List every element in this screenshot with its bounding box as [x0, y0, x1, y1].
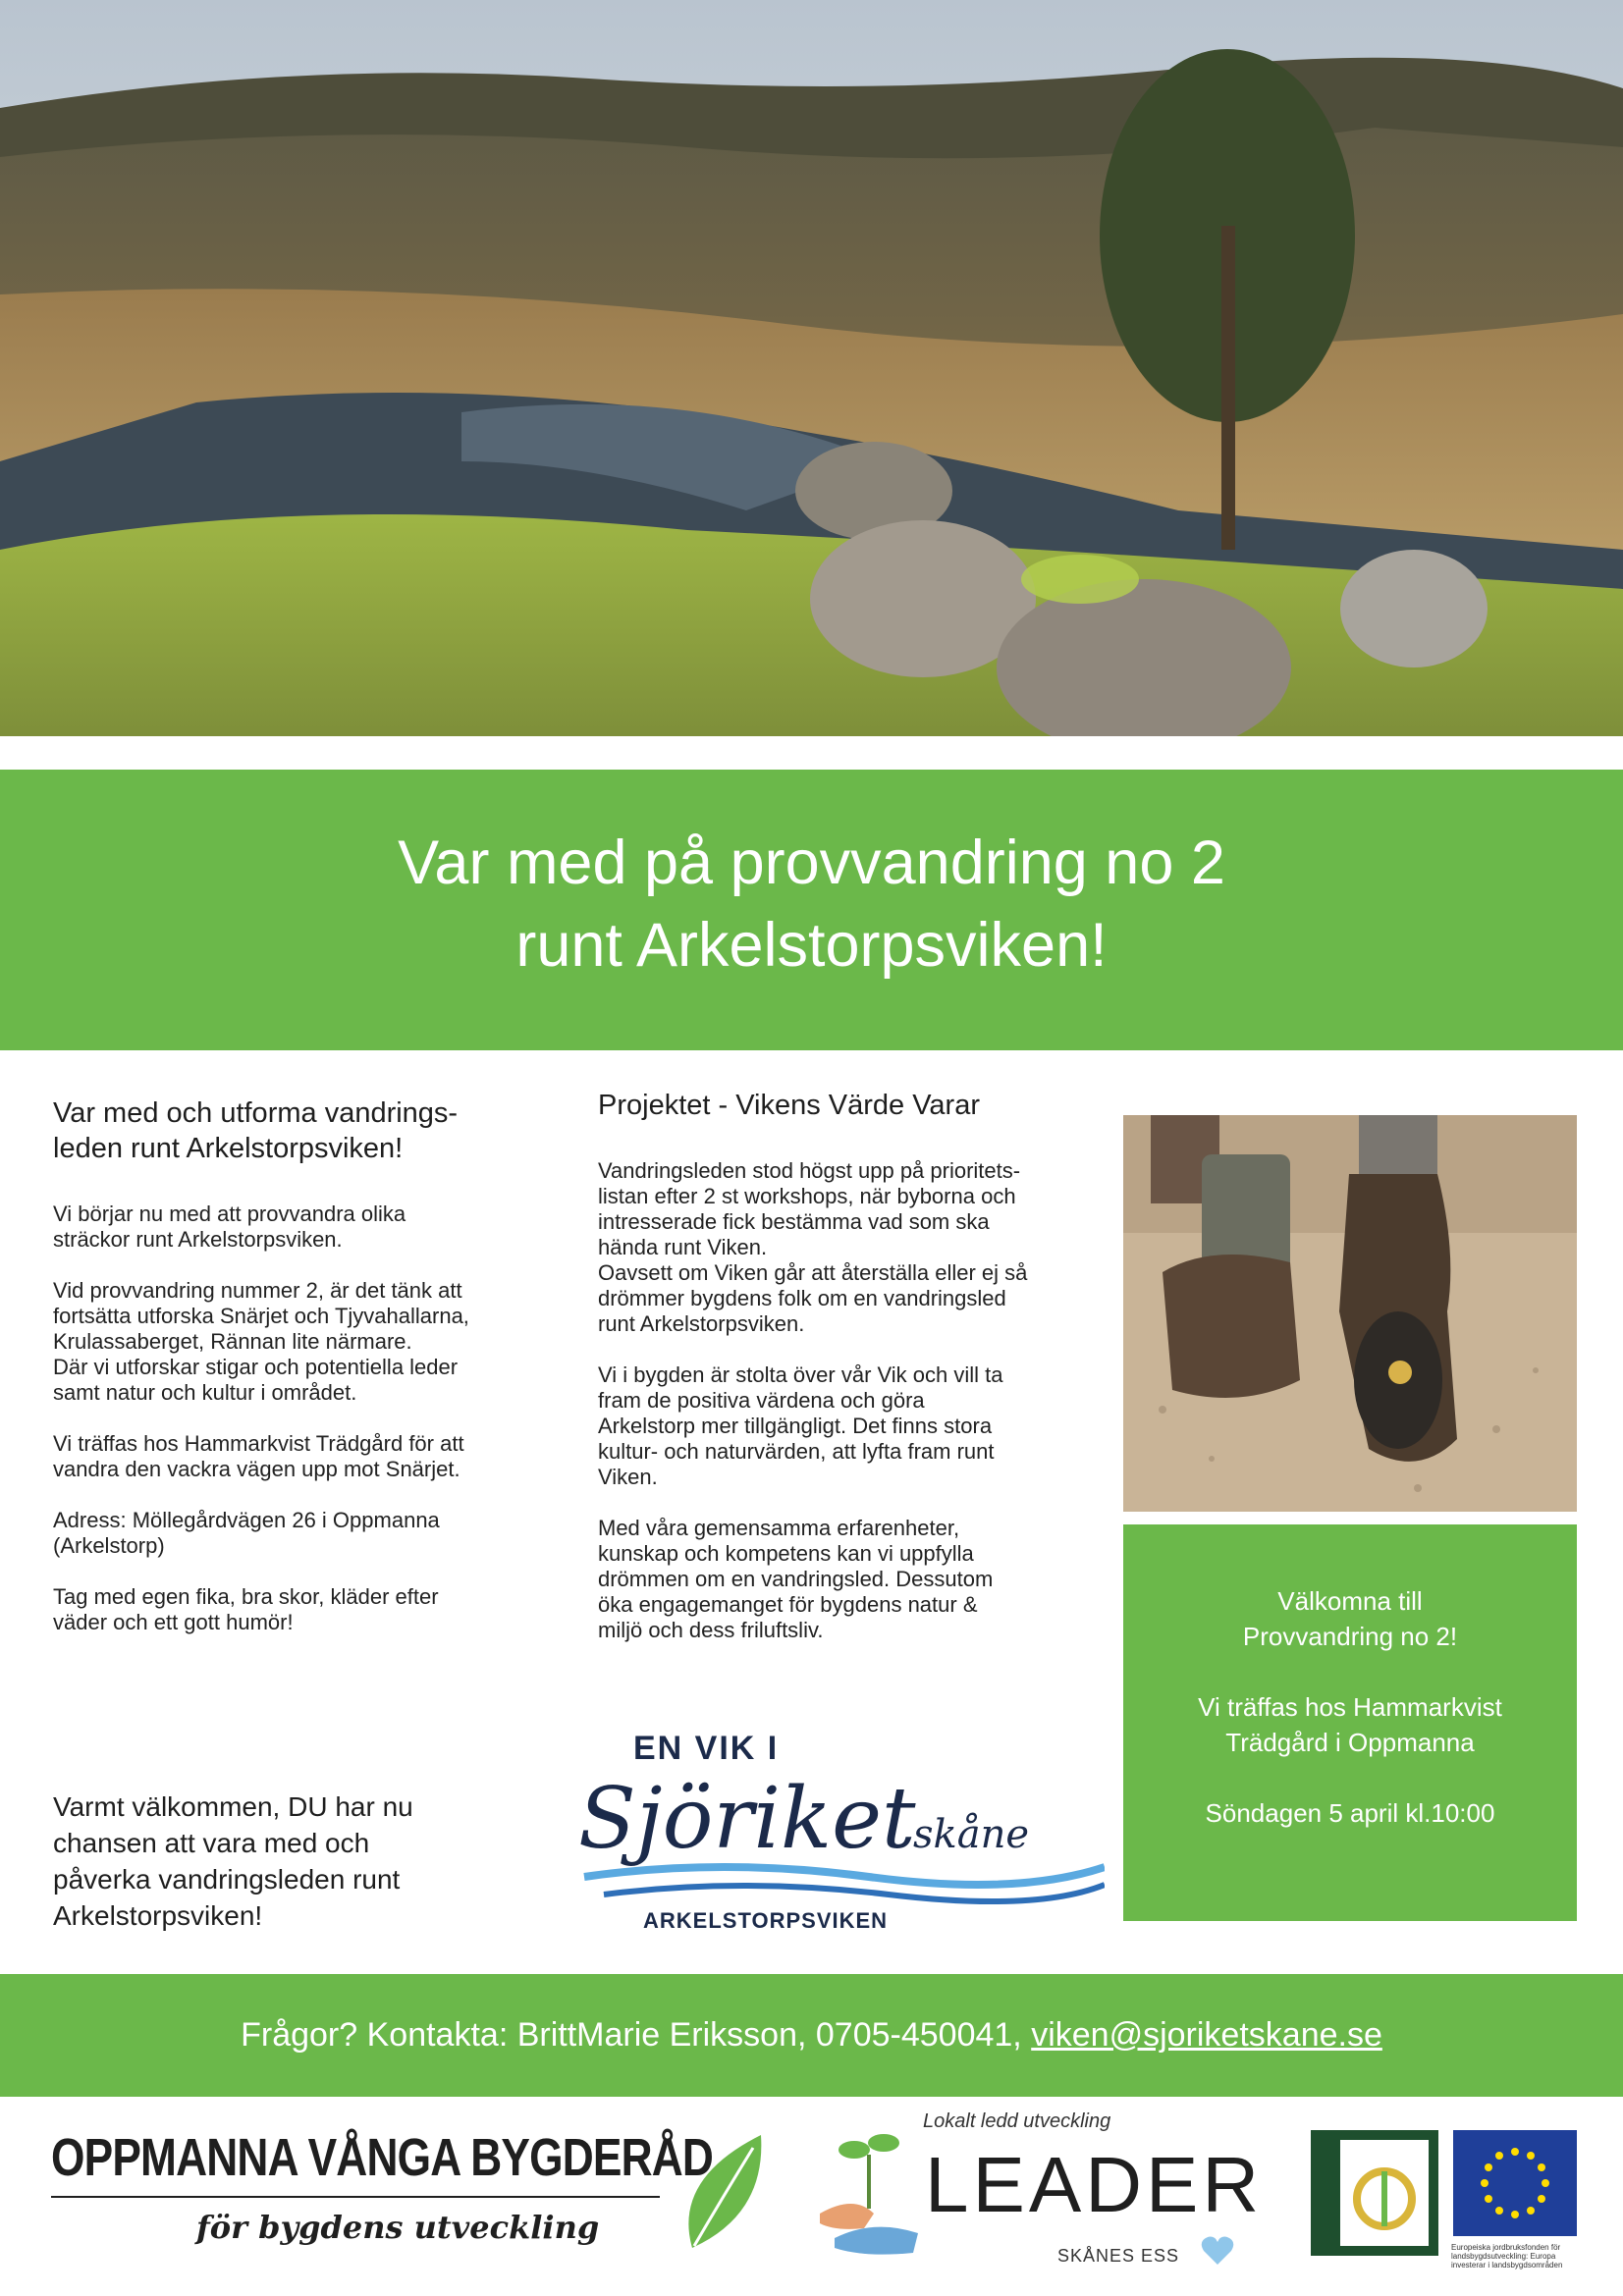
invite-line: Trädgård i Oppmanna	[1225, 1728, 1475, 1757]
closing-welcome-text: Varmt välkommen, DU har nu chansen att vara med och påverka vandringsleden runt Arkelstorpsviken!	[53, 1791, 413, 1931]
heart-icon	[1200, 2233, 1235, 2267]
hero-landscape-photo	[0, 0, 1623, 736]
logo-script-small: skåne	[913, 1812, 1030, 1857]
leader-logo-subtitle: SKÅNES ESS	[1057, 2246, 1180, 2266]
column1-paragraph: Vi träffas hos Hammarkvist Trädgård för att vandra den vackra vägen upp mot Snärjet.	[53, 1431, 464, 1481]
invite-line: Vi träffas hos Hammarkvist	[1198, 1692, 1502, 1722]
logo-top-text: EN VIK I	[633, 1730, 780, 1767]
banner-title	[0, 770, 1623, 987]
invite-line: Provvandring no 2!	[1242, 1622, 1458, 1651]
hiking-boots-photo	[1123, 1115, 1577, 1512]
column-project	[598, 1088, 1099, 1669]
leader-tagline: Lokalt ledd utveckling	[923, 2110, 1111, 2132]
banner-title-line2: runt Arkelstorpsviken!	[515, 911, 1108, 980]
hands-sprout-icon	[815, 2115, 923, 2263]
column-invitation	[53, 1095, 544, 1661]
leader-logo-icon	[1311, 2130, 1438, 2256]
contact-text: Frågor? Kontakta: BrittMarie Eriksson, 0705-450041,	[241, 2016, 1022, 2054]
invite-date: Söndagen 5 april kl.10:00	[1205, 1798, 1495, 1828]
column1-paragraph: Adress: Möllegårdvägen 26 i Oppmanna (Arkelstorp)	[53, 1508, 440, 1558]
leader-logo-word: LEADER	[925, 2141, 1264, 2228]
eu-flag-icon	[1453, 2130, 1577, 2236]
bygderad-logo-title: OPPMANNA VÅNGA BYGDERÅD	[51, 2128, 714, 2187]
leaf-icon	[673, 2130, 771, 2258]
column2-paragraph: Vandringsleden stod högst upp på prioritets- listan efter 2 st workshops, när byborna och intresserade fick bestämma vad som ska hända runt Viken. Oavsett om Viken går att återställa eller ej så drömmer bygdens folk om en vandringsled runt Arkelstorpsviken.	[598, 1158, 1028, 1336]
banner-title-line1: Var med på provvandring no 2	[398, 828, 1225, 897]
column2-paragraph: Vi i bygden är stolta över vår Vik och vill ta fram de positiva värdena och göra Arkelstorp mer tillgängligt. Det finns stora kultur- och naturvärden, att lyfta fram runt Viken.	[598, 1362, 1003, 1489]
title-banner	[0, 770, 1623, 1050]
contact-email-link[interactable]: viken@sjoriketskane.se	[1031, 2016, 1382, 2054]
bygderad-divider	[51, 2196, 660, 2198]
invite-line: Välkomna till	[1277, 1586, 1423, 1616]
column1-paragraph: Vi börjar nu med att provvandra olika sträckor runt Arkelstorpsviken.	[53, 1201, 406, 1252]
logo-script-text: Sjöriket	[578, 1770, 916, 1868]
column1-paragraph: Tag med egen fika, bra skor, kläder efter väder och ett gott humör!	[53, 1584, 439, 1634]
column2-heading: Projektet - Vikens Värde Varar	[598, 1090, 980, 1121]
eu-caption: Europeiska jordbruksfonden för landsbygdsutveckling: Europa investerar i landsbygdsområden	[1451, 2243, 1563, 2269]
column1-heading: Var med och utforma vandrings- leden runt Arkelstorpsviken!	[53, 1097, 459, 1164]
contact-banner	[0, 1974, 1623, 2097]
logo-bottom-text: ARKELSTORPSVIKEN	[643, 1908, 889, 1933]
column1-paragraph: Vid provvandring nummer 2, är det tänk att fortsätta utforska Snärjet och Tjyvahallarna, Krulassaberget, Rännan lite närmare. Där vi utforskar stigar och potentiella leder samt natur och kultur i området.	[53, 1278, 469, 1405]
bygderad-logo-subtitle: för bygdens utveckling	[196, 2209, 600, 2246]
invite-box	[1123, 1524, 1577, 1921]
column2-paragraph: Med våra gemensamma erfarenheter, kunskap och kompetens kan vi uppfylla drömmen om en vandringsled. Dessutom öka engagemanget för bygdens natur & miljö och dess friluftsliv.	[598, 1516, 994, 1642]
sjoriket-skane-logo	[574, 1720, 1105, 1946]
